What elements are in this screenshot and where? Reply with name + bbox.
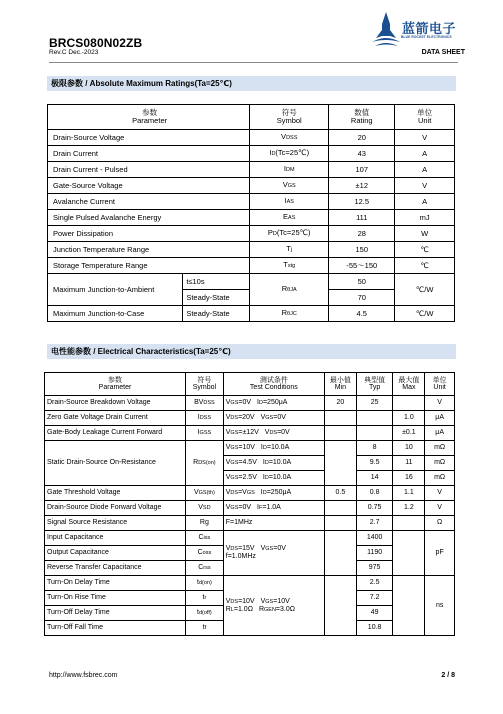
part-number: BRCS080N02ZB [49,36,143,50]
min-cell: 20 [324,396,356,411]
symbol-cell: VGS(th) [186,486,224,501]
value-cell: 20 [329,130,395,146]
unit-cell: V [425,396,455,411]
value-cell: -55～150 [329,258,395,274]
condition-cell: VGS=4.5V ID=10.0A [223,456,324,471]
typ-cell: 1400 [356,531,393,546]
typ-cell: 0.8 [356,486,393,501]
typ-cell: 8 [356,441,393,456]
header-divider [49,62,458,63]
symbol-cell: IDSS [186,411,224,426]
max-cell: ±0.1 [393,426,425,441]
param-cell: Maximum Junction-to-Case [48,306,183,322]
param-cell: Drain-Source Voltage [48,130,250,146]
unit-cell: mΩ [425,471,455,486]
param-cell: Turn-Off Delay Time [45,606,186,621]
unit-cell: A [395,146,455,162]
param-cell: Turn-On Rise Time [45,591,186,606]
param-cell: Reverse Transfer Capacitance [45,561,186,576]
header-unit: 单位 Unit [425,373,455,396]
typ-cell: 975 [356,561,393,576]
condition-cell: F=1MHz [223,516,324,531]
rocket-logo-icon [370,10,402,50]
electrical-characteristics-table [44,372,455,636]
param-cell: Avalanche Current [48,194,250,210]
param-cell: Signal Source Resistance [45,516,186,531]
param-cell: Gate-Body Leakage Current Forward [45,426,186,441]
min-cell [324,576,356,636]
param-cell: Static Drain-Source On-Resistance [45,441,186,486]
table-row [45,441,455,456]
value-cell: 107 [329,162,395,178]
condition-cell: VDS=10V VGS=10V RL=1.0Ω RGEN=3.0Ω [223,576,324,636]
param-cell: Input Capacitance [45,531,186,546]
typ-cell: 1190 [356,546,393,561]
min-cell: 0.5 [324,486,356,501]
condition-cell: Steady-State [183,306,250,322]
header-min: 最小值 Min [324,373,356,396]
min-cell [324,516,356,531]
revision-label: Rev.C Dec.-2023 [49,49,99,56]
table-row [45,501,455,516]
typ-cell: 14 [356,471,393,486]
table-row [48,130,455,146]
symbol-cell: td(off) [186,606,224,621]
header-symbol: 符号 Symbol [250,105,329,130]
param-cell: Drain-Source Diode Forward Voltage [45,501,186,516]
section-title-absolute-max: 极限参数 / Absolute Maximum Ratings(Ta=25℃) [47,76,456,91]
symbol-cell: VSD [186,501,224,516]
condition-cell: VGS=0V ID=250μA [223,396,324,411]
min-cell [324,501,356,516]
max-cell: 1.2 [393,501,425,516]
logo-chinese-text: 蓝箭电子 [402,21,457,36]
table-row [48,226,455,242]
param-cell: Turn-Off Fall Time [45,621,186,636]
condition-cell: VGS=10V ID=10.0A [223,441,324,456]
max-cell: 16 [393,471,425,486]
table-row [48,274,455,290]
min-cell [324,411,356,426]
unit-cell: Ω [425,516,455,531]
symbol-cell: RθJA [250,274,329,306]
unit-cell: mΩ [425,441,455,456]
table-header-row [45,373,455,396]
unit-cell: V [425,501,455,516]
table-row [48,194,455,210]
max-cell [393,531,425,576]
max-cell: 11 [393,456,425,471]
header-typ: 典型值 Typ [356,373,393,396]
param-cell: Output Capacitance [45,546,186,561]
table-row [48,306,455,322]
symbol-cell: BVDSS [186,396,224,411]
param-cell: Zero Gate Voltage Drain Current [45,411,186,426]
param-cell: Gate Threshold Voltage [45,486,186,501]
symbol-cell: Crss [186,561,224,576]
header-parameter: 参数 Parameter [48,105,250,130]
symbol-cell: Rg [186,516,224,531]
symbol-cell: IGSS [186,426,224,441]
typ-cell: 2.7 [356,516,393,531]
symbol-cell: IDM [250,162,329,178]
table-row [45,426,455,441]
param-cell: Drain-Source Breakdown Voltage [45,396,186,411]
condition-cell: Steady-State [183,290,250,306]
min-cell [324,426,356,441]
header-test-conditions: 测试条件 Test Conditions [223,373,324,396]
absolute-max-ratings-table [47,104,455,322]
param-cell: Gate-Source Voltage [48,178,250,194]
typ-cell [356,411,393,426]
header-symbol: 符号 Symbol [186,373,224,396]
unit-cell: μA [425,426,455,441]
header-unit: 单位 Unit [395,105,455,130]
table-row [45,411,455,426]
table-row [45,516,455,531]
param-cell: Drain Current - Pulsed [48,162,250,178]
table-row [45,486,455,501]
typ-cell: 10.8 [356,621,393,636]
unit-cell: ℃ [395,258,455,274]
unit-cell: V [395,130,455,146]
unit-cell: ℃/W [395,274,455,306]
max-cell: 1.1 [393,486,425,501]
table-row [45,396,455,411]
condition-cell: VDS=VGS ID=250μA [223,486,324,501]
table-row [45,576,455,591]
unit-cell: pF [425,531,455,576]
value-cell: 50 [329,274,395,290]
value-cell: 70 [329,290,395,306]
symbol-cell: VGS [250,178,329,194]
value-cell: 4.5 [329,306,395,322]
table-row [48,178,455,194]
symbol-cell: IAS [250,194,329,210]
table-row [48,210,455,226]
condition-cell: t≤10s [183,274,250,290]
logo-english-text: BLUE ROCKET ELECTRONICS [401,35,452,39]
unit-cell: W [395,226,455,242]
typ-cell: 25 [356,396,393,411]
condition-cell: VGS=2.5V ID=10.0A [223,471,324,486]
table-row [48,258,455,274]
param-cell: Single Pulsed Avalanche Energy [48,210,250,226]
typ-cell: 7.2 [356,591,393,606]
symbol-cell: tr [186,591,224,606]
symbol-cell: td(on) [186,576,224,591]
table-row [45,531,455,546]
param-cell: Turn-On Delay Time [45,576,186,591]
max-cell [393,516,425,531]
value-cell: 12.5 [329,194,395,210]
param-cell: Drain Current [48,146,250,162]
table-header-row [48,105,455,130]
max-cell: 10 [393,441,425,456]
condition-cell: VDS=15V VGS=0V f=1.0MHz [223,531,324,576]
unit-cell: V [425,486,455,501]
condition-cell: VDS=20V VGS=0V [223,411,324,426]
condition-cell: VGS=0V IF=1.0A [223,501,324,516]
unit-cell: μA [425,411,455,426]
footer-website-link[interactable]: http://www.fsbrec.com [49,672,118,679]
typ-cell: 9.5 [356,456,393,471]
param-cell: Junction Temperature Range [48,242,250,258]
max-cell [393,396,425,411]
table-row [48,146,455,162]
unit-cell: A [395,162,455,178]
condition-cell: VGS=±12V VDS=0V [223,426,324,441]
header-parameter: 参数 Parameter [45,373,186,396]
value-cell: 28 [329,226,395,242]
unit-cell: mΩ [425,456,455,471]
symbol-cell: tf [186,621,224,636]
table-row [48,242,455,258]
param-cell: Storage Temperature Range [48,258,250,274]
symbol-cell: VDSS [250,130,329,146]
symbol-cell: ID(Tc=25℃) [250,146,329,162]
min-cell [324,531,356,576]
unit-cell: ℃/W [395,306,455,322]
datasheet-label: DATA SHEET [421,49,465,56]
symbol-cell: Tj [250,242,329,258]
value-cell: 150 [329,242,395,258]
header-max: 最大值 Max [393,373,425,396]
typ-cell: 49 [356,606,393,621]
typ-cell: 0.75 [356,501,393,516]
section-title-electrical: 电性能参数 / Electrical Characteristics(Ta=25℃) [47,344,456,359]
max-cell: 1.0 [393,411,425,426]
unit-cell: V [395,178,455,194]
max-cell [393,576,425,636]
symbol-cell: Ciss [186,531,224,546]
table-row [48,162,455,178]
symbol-cell: RDS(on) [186,441,224,486]
company-logo [370,10,465,54]
value-cell: 111 [329,210,395,226]
symbol-cell: RθJC [250,306,329,322]
symbol-cell: PD(Tc=25℃) [250,226,329,242]
typ-cell: 2.5 [356,576,393,591]
min-cell [324,441,356,486]
symbol-cell: Coss [186,546,224,561]
unit-cell: ℃ [395,242,455,258]
symbol-cell: EAS [250,210,329,226]
value-cell: 43 [329,146,395,162]
value-cell: ±12 [329,178,395,194]
unit-cell: A [395,194,455,210]
page-number: 2 / 8 [441,672,455,679]
unit-cell: ns [425,576,455,636]
typ-cell [356,426,393,441]
param-cell: Power Dissipation [48,226,250,242]
unit-cell: mJ [395,210,455,226]
symbol-cell: Tstg [250,258,329,274]
param-cell: Maximum Junction-to-Ambient [48,274,183,306]
header-rating: 数值 Rating [329,105,395,130]
